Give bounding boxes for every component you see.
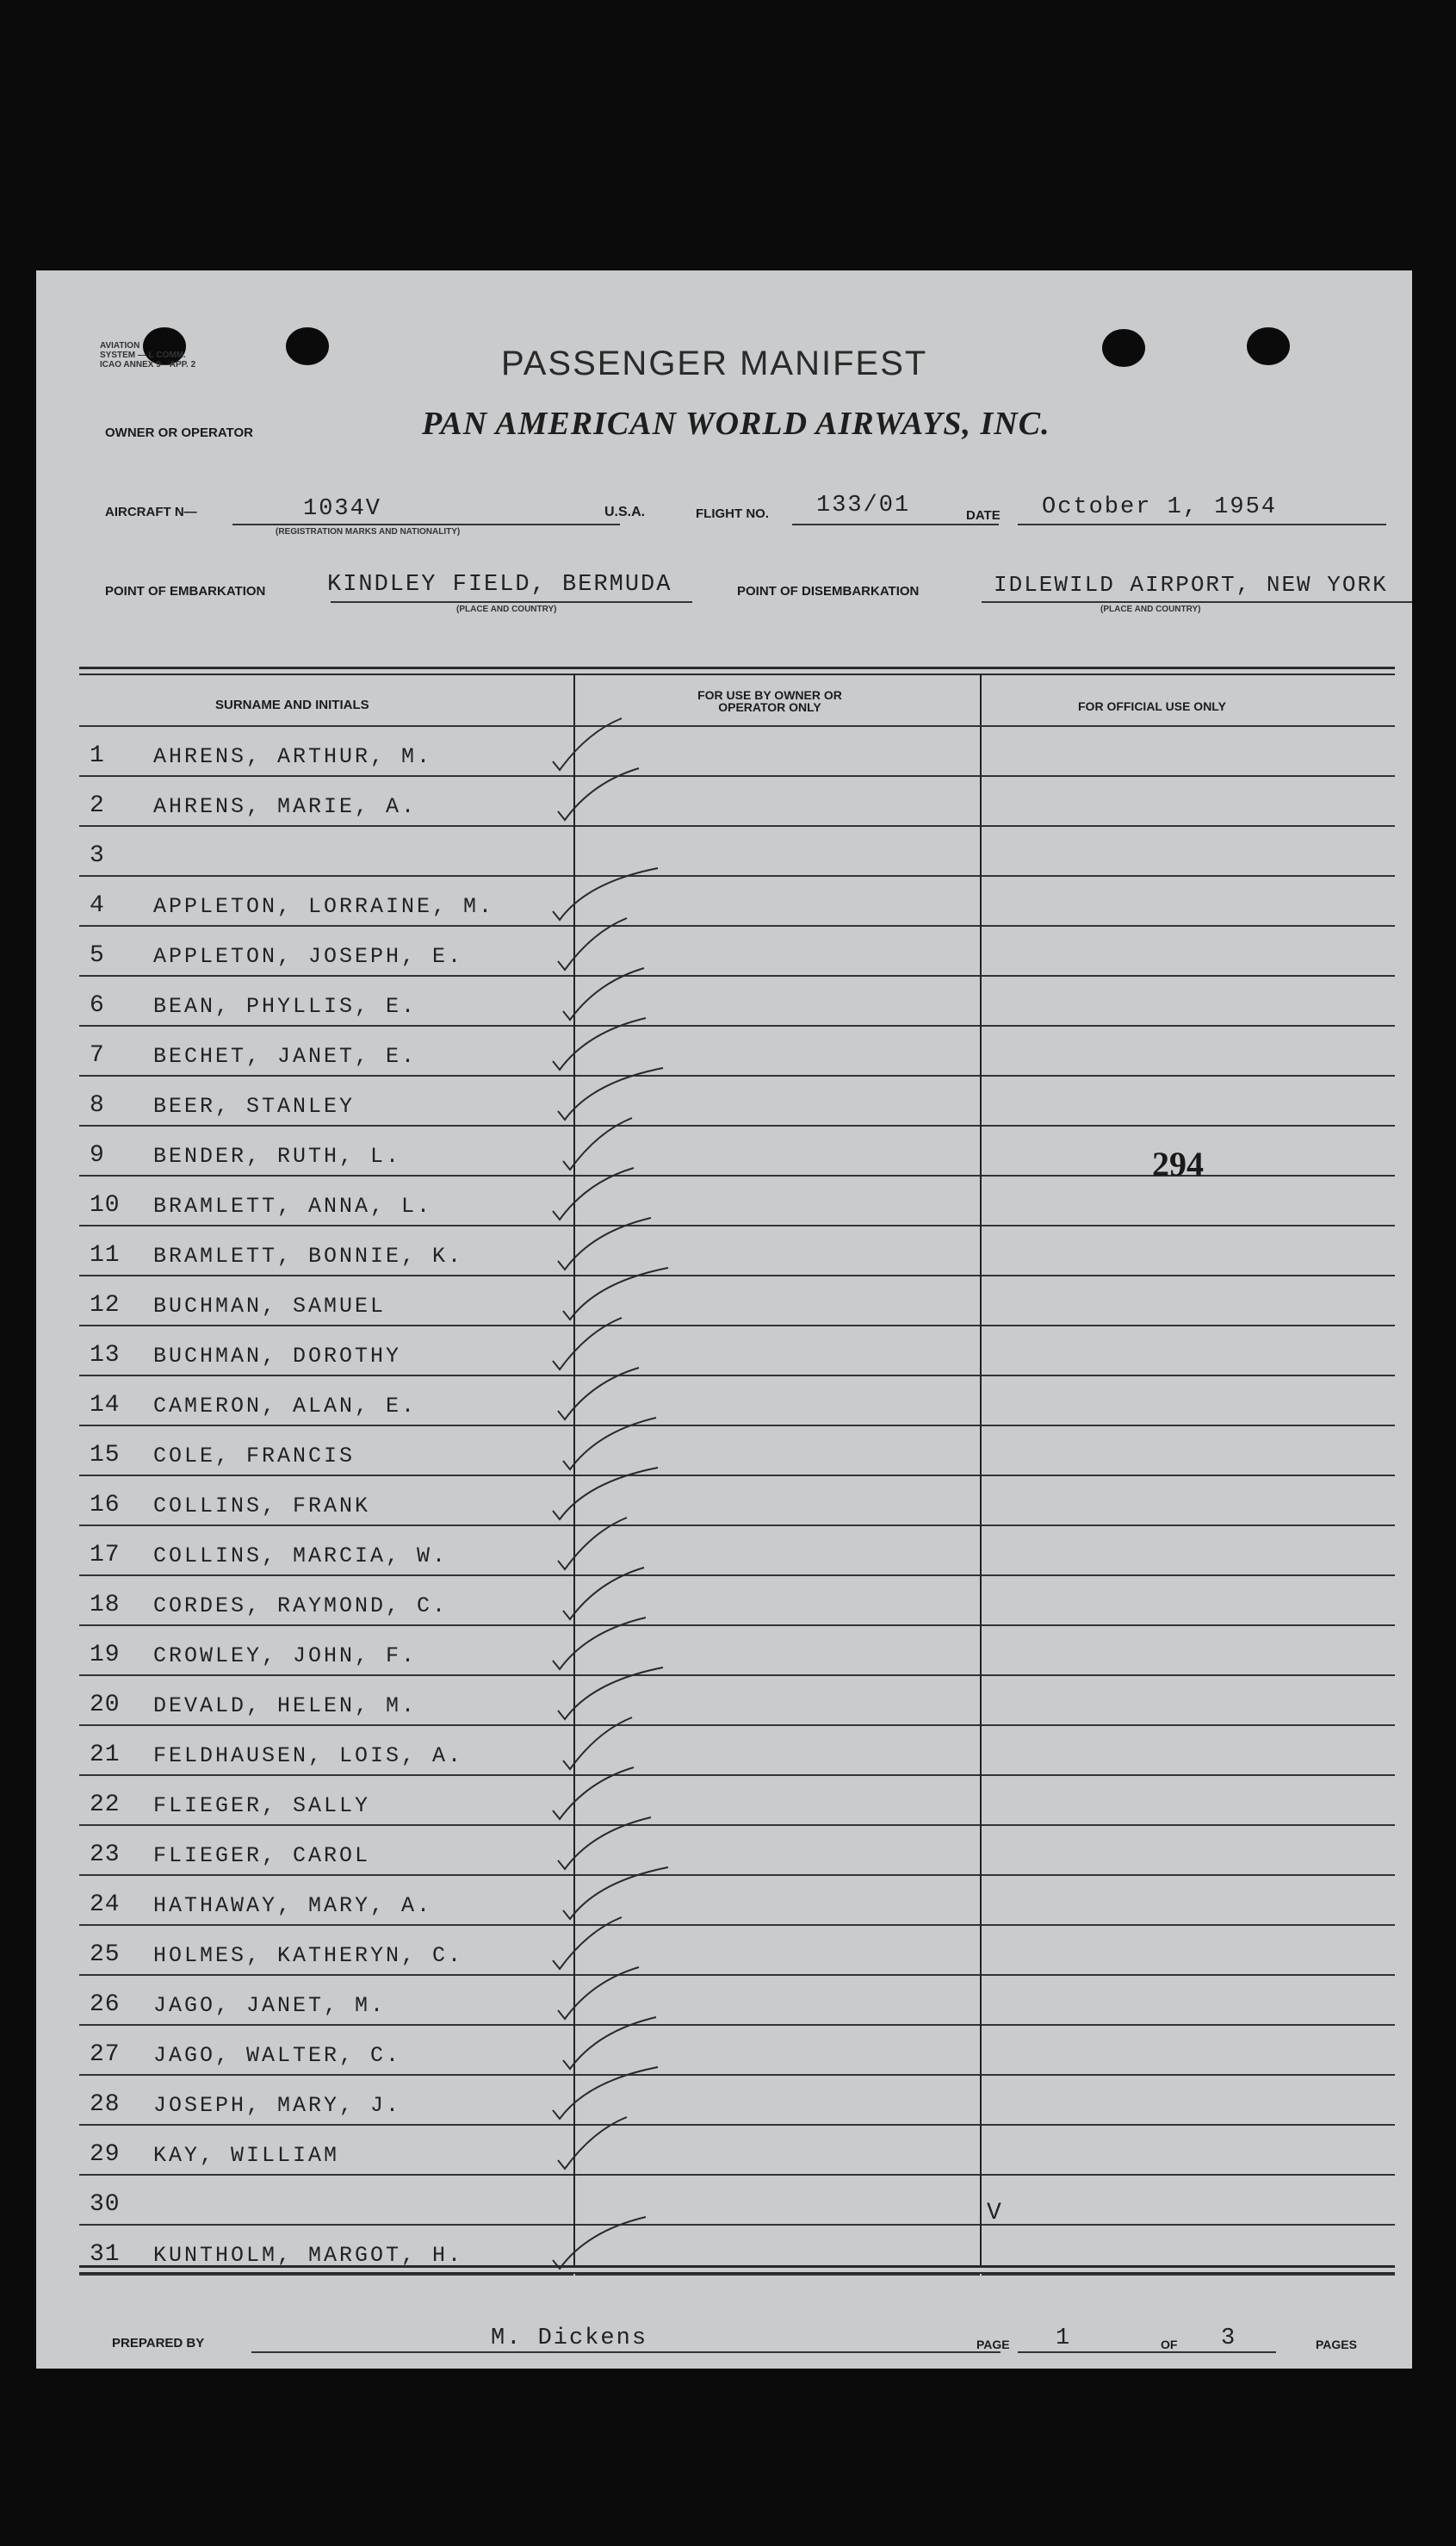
row-number: 29 xyxy=(90,2141,121,2168)
registration-caption: (REGISTRATION MARKS AND NATIONALITY) xyxy=(276,527,461,537)
passenger-name: CORDES, RAYMOND, C. xyxy=(153,1593,449,1618)
passenger-name: FLIEGER, CAROL xyxy=(153,1843,371,1868)
check-mark xyxy=(553,2217,646,2269)
passenger-name: KAY, WILLIAM xyxy=(153,2143,340,2168)
disembarkation-label: POINT OF DISEMBARKATION xyxy=(737,584,920,599)
passenger-name: COLLINS, MARCIA, W. xyxy=(153,1543,449,1568)
row-number: 21 xyxy=(90,1742,121,1768)
row-number: 3 xyxy=(90,842,105,869)
check-mark xyxy=(553,1618,646,1669)
row-number: 31 xyxy=(90,2241,121,2268)
total-underline xyxy=(1190,2351,1276,2353)
row-number: 24 xyxy=(90,1891,121,1918)
check-mark xyxy=(558,2117,627,2169)
row-number: 10 xyxy=(90,1192,121,1219)
column-header-owner: FOR USE BY OWNER OR OPERATOR ONLY xyxy=(697,688,842,714)
row-number: 6 xyxy=(90,992,105,1019)
check-mark xyxy=(558,1218,651,1270)
passenger-name: APPLETON, JOSEPH, E. xyxy=(153,944,464,969)
column-header-official: FOR OFFICIAL USE ONLY xyxy=(1078,699,1226,713)
row-number: 16 xyxy=(90,1492,121,1518)
check-mark xyxy=(558,1967,639,2019)
page-label: PAGE xyxy=(976,2338,1010,2351)
passenger-name: AHRENS, ARTHUR, M. xyxy=(153,744,433,769)
owner-label: OWNER OR OPERATOR xyxy=(105,425,253,440)
manifest-page xyxy=(36,270,1412,2369)
form-reference-line: AVIATION xyxy=(100,341,140,351)
check-mark xyxy=(553,718,622,770)
form-reference-line: SYSTEM — L COMM. xyxy=(100,351,186,360)
passenger-name: JAGO, WALTER, C. xyxy=(153,2043,402,2068)
official-mark: V xyxy=(987,2200,1001,2226)
passenger-name: BUCHMAN, SAMUEL xyxy=(153,1294,387,1319)
check-marks xyxy=(36,270,1412,2369)
owner-name: PAN AMERICAN WORLD AIRWAYS, INC. xyxy=(422,406,1050,442)
row-number: 25 xyxy=(90,1941,121,1968)
passenger-name: FELDHAUSEN, LOIS, A. xyxy=(153,1743,464,1768)
passenger-name: BRAMLETT, ANNA, L. xyxy=(153,1194,433,1219)
disembarkation-point: IDLEWILD AIRPORT, NEW YORK xyxy=(994,572,1388,598)
pages-label: PAGES xyxy=(1316,2338,1357,2351)
check-mark xyxy=(558,1368,639,1419)
check-mark xyxy=(553,1917,622,1969)
check-mark xyxy=(553,1767,634,1819)
passenger-name: COLLINS, FRANK xyxy=(153,1493,371,1518)
row-number: 27 xyxy=(90,2041,121,2068)
passenger-name: BRAMLETT, BONNIE, K. xyxy=(153,1244,464,1269)
page-underline xyxy=(1018,2351,1190,2353)
passenger-name: DEVALD, HELEN, M. xyxy=(153,1693,418,1718)
passenger-name: AHRENS, MARIE, A. xyxy=(153,794,418,819)
embarkation-point: KINDLEY FIELD, BERMUDA xyxy=(327,572,672,598)
check-mark xyxy=(553,868,658,920)
row-number: 13 xyxy=(90,1342,121,1369)
flight-date: October 1, 1954 xyxy=(1042,494,1278,520)
row-number: 2 xyxy=(90,792,105,819)
form-reference-line: ICAO ANNEX 9—APP. 2 xyxy=(100,360,196,369)
check-mark xyxy=(558,918,627,970)
check-mark xyxy=(563,968,644,1020)
check-mark xyxy=(563,1268,668,1320)
of-label: OF xyxy=(1161,2338,1178,2351)
check-mark xyxy=(553,1318,622,1369)
page-title: PASSENGER MANIFEST xyxy=(501,345,928,382)
passenger-name: APPLETON, LORRAINE, M. xyxy=(153,894,495,919)
row-number: 26 xyxy=(90,1991,121,2018)
check-mark xyxy=(563,1867,668,1919)
passenger-name: BUCHMAN, DOROTHY xyxy=(153,1344,402,1369)
passenger-name: BECHET, JANET, E. xyxy=(153,1044,418,1069)
row-number: 19 xyxy=(90,1642,121,1668)
row-number: 5 xyxy=(90,942,105,969)
prepared-by: M. Dickens xyxy=(491,2326,648,2351)
official-note: 294 xyxy=(1152,1145,1204,1183)
column-header-name: SURNAME AND INITIALS xyxy=(215,698,369,712)
check-mark xyxy=(558,1068,663,1120)
flight-label: FLIGHT NO. xyxy=(696,506,769,521)
check-mark xyxy=(558,1667,663,1719)
passenger-name: HATHAWAY, MARY, A. xyxy=(153,1893,433,1918)
passenger-name: CROWLEY, JOHN, F. xyxy=(153,1643,418,1668)
place-caption: (PLACE AND COUNTRY) xyxy=(456,605,557,614)
passenger-name: CAMERON, ALAN, E. xyxy=(153,1394,418,1419)
row-number: 17 xyxy=(90,1542,121,1568)
prepared-underline xyxy=(251,2351,1001,2353)
passenger-name: BEAN, PHYLLIS, E. xyxy=(153,994,418,1019)
row-number: 20 xyxy=(90,1692,121,1718)
prepared-by-label: PREPARED BY xyxy=(112,2336,205,2350)
date-label: DATE xyxy=(966,508,1001,523)
place-caption: (PLACE AND COUNTRY) xyxy=(1100,605,1201,614)
check-mark xyxy=(558,1518,627,1569)
row-number: 12 xyxy=(90,1292,121,1319)
passenger-name: HOLMES, KATHERYN, C. xyxy=(153,1943,464,1968)
row-number: 7 xyxy=(90,1042,105,1069)
row-number: 28 xyxy=(90,2091,121,2118)
check-mark xyxy=(553,1168,634,1220)
total-pages: 3 xyxy=(1221,2326,1237,2351)
check-mark xyxy=(563,1118,632,1170)
row-number: 8 xyxy=(90,1092,105,1119)
check-mark xyxy=(563,1568,644,1619)
passenger-name: COLE, FRANCIS xyxy=(153,1444,356,1469)
check-mark xyxy=(563,2017,656,2069)
row-number: 9 xyxy=(90,1142,105,1169)
passenger-name: BEER, STANLEY xyxy=(153,1094,356,1119)
check-mark xyxy=(563,1418,656,1469)
row-number: 14 xyxy=(90,1392,121,1419)
passenger-name: KUNTHOLM, MARGOT, H. xyxy=(153,2243,464,2268)
row-number: 1 xyxy=(90,742,105,769)
aircraft-label: AIRCRAFT N— xyxy=(105,505,197,519)
check-mark xyxy=(558,1817,651,1869)
country-label: U.S.A. xyxy=(604,505,646,519)
check-mark xyxy=(553,2067,658,2119)
passenger-name: BENDER, RUTH, L. xyxy=(153,1144,402,1169)
check-mark xyxy=(553,1018,646,1070)
passenger-name: FLIEGER, SALLY xyxy=(153,1793,371,1818)
table-bottom-rule xyxy=(79,2265,1395,2268)
aircraft-registration: 1034V xyxy=(303,496,382,522)
row-number: 30 xyxy=(90,2191,121,2218)
page-number: 1 xyxy=(1056,2326,1072,2351)
row-number: 18 xyxy=(90,1592,121,1618)
passenger-name: JOSEPH, MARY, J. xyxy=(153,2093,402,2118)
row-number: 22 xyxy=(90,1792,121,1818)
check-mark xyxy=(563,1717,632,1769)
embarkation-label: POINT OF EMBARKATION xyxy=(105,584,266,599)
row-number: 11 xyxy=(90,1242,121,1269)
row-number: 4 xyxy=(90,892,105,919)
row-number: 15 xyxy=(90,1442,121,1469)
check-mark xyxy=(553,1468,658,1519)
table-bottom-rule xyxy=(79,2272,1395,2274)
check-mark xyxy=(558,768,639,820)
passenger-name: JAGO, JANET, M. xyxy=(153,1993,387,2018)
flight-number: 133/01 xyxy=(816,493,911,519)
row-number: 23 xyxy=(90,1841,121,1868)
